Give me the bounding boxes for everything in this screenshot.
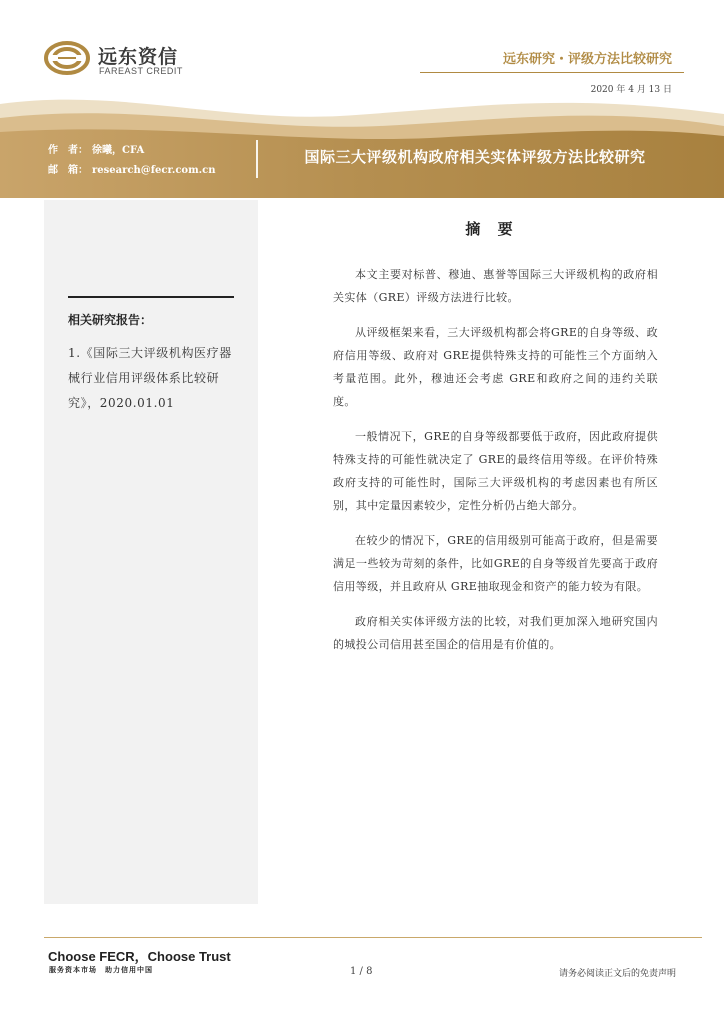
abstract-paragraph: 在较少的情况下，GRE的信用级别可能高于政府，但是需要满足一些较为苛刻的条件，比如GRE的自身等级首先要高于政府信用等级，并且政府从 GRE抽取现金和资产的能力较为有限。 — [333, 534, 658, 593]
related-reports-heading: 相关研究报告： — [68, 313, 153, 327]
related-research-sidebar — [44, 200, 258, 904]
author-label: 作 者： — [48, 145, 88, 156]
author-email[interactable]: research@fecr.com.cn — [92, 165, 216, 176]
report-date: 2020 年 4 月 13 日 — [590, 85, 672, 95]
logo-chinese-name: 远东资信 — [98, 46, 179, 68]
abstract-paragraph: 一般情况下，GRE的自身等级都要低于政府，因此政府提供特殊支持的可能性就决定了 GRE的最终信用等级。在评价特殊政府支持的可能性时，国际三大评级机构的考虑因素也有所区别，其中定量因素较少，定性分析仍占绝大部分。 — [333, 430, 658, 512]
abstract-body — [333, 263, 658, 668]
disclaimer-note: 请务必阅读正文后的免责声明 — [558, 969, 676, 979]
banner-divider — [256, 140, 258, 178]
related-report-item[interactable]: 1.《国际三大评级机构医疗器械行业信用评级体系比较研究》，2020.01.01 — [68, 346, 232, 410]
abstract-paragraph: 本文主要对标普、穆迪、惠誉等国际三大评级机构的政府相关实体（GRE）评级方法进行比较。 — [333, 268, 658, 304]
email-label: 邮 箱： — [48, 165, 88, 176]
page-number: 1 / 8 — [350, 966, 373, 977]
footer-divider — [44, 937, 702, 938]
abstract-paragraph: 政府相关实体评级方法的比较，对我们更加深入地研究国内的城投公司信用甚至国企的信用是有价值的。 — [333, 615, 658, 651]
author-info — [48, 141, 216, 181]
sidebar-rule — [68, 296, 234, 298]
footer-tagline: 服务资本市场 助力信用中国 — [49, 966, 153, 974]
report-title: 国际三大评级机构政府相关实体评级方法比较研究 — [304, 148, 646, 166]
company-logo — [44, 40, 204, 80]
author-name: 徐曦，CFA — [92, 145, 145, 156]
logo-mark-icon — [44, 40, 90, 76]
series-title: 远东研究・评级方法比较研究 — [502, 52, 672, 67]
footer-brand-slogan: Choose FECR，Choose Trust — [48, 949, 231, 964]
header-divider — [420, 72, 684, 73]
abstract-heading: 摘 要 — [465, 220, 519, 238]
abstract-paragraph: 从评级框架来看，三大评级机构都会将GRE的自身等级、政府信用等级、政府对 GRE提供特殊支持的可能性三个方面纳入考量范围。此外，穆迪还会考虑 GRE和政府之间的违约关联度。 — [333, 326, 658, 408]
logo-english-name: FAREAST CREDIT — [99, 66, 183, 76]
